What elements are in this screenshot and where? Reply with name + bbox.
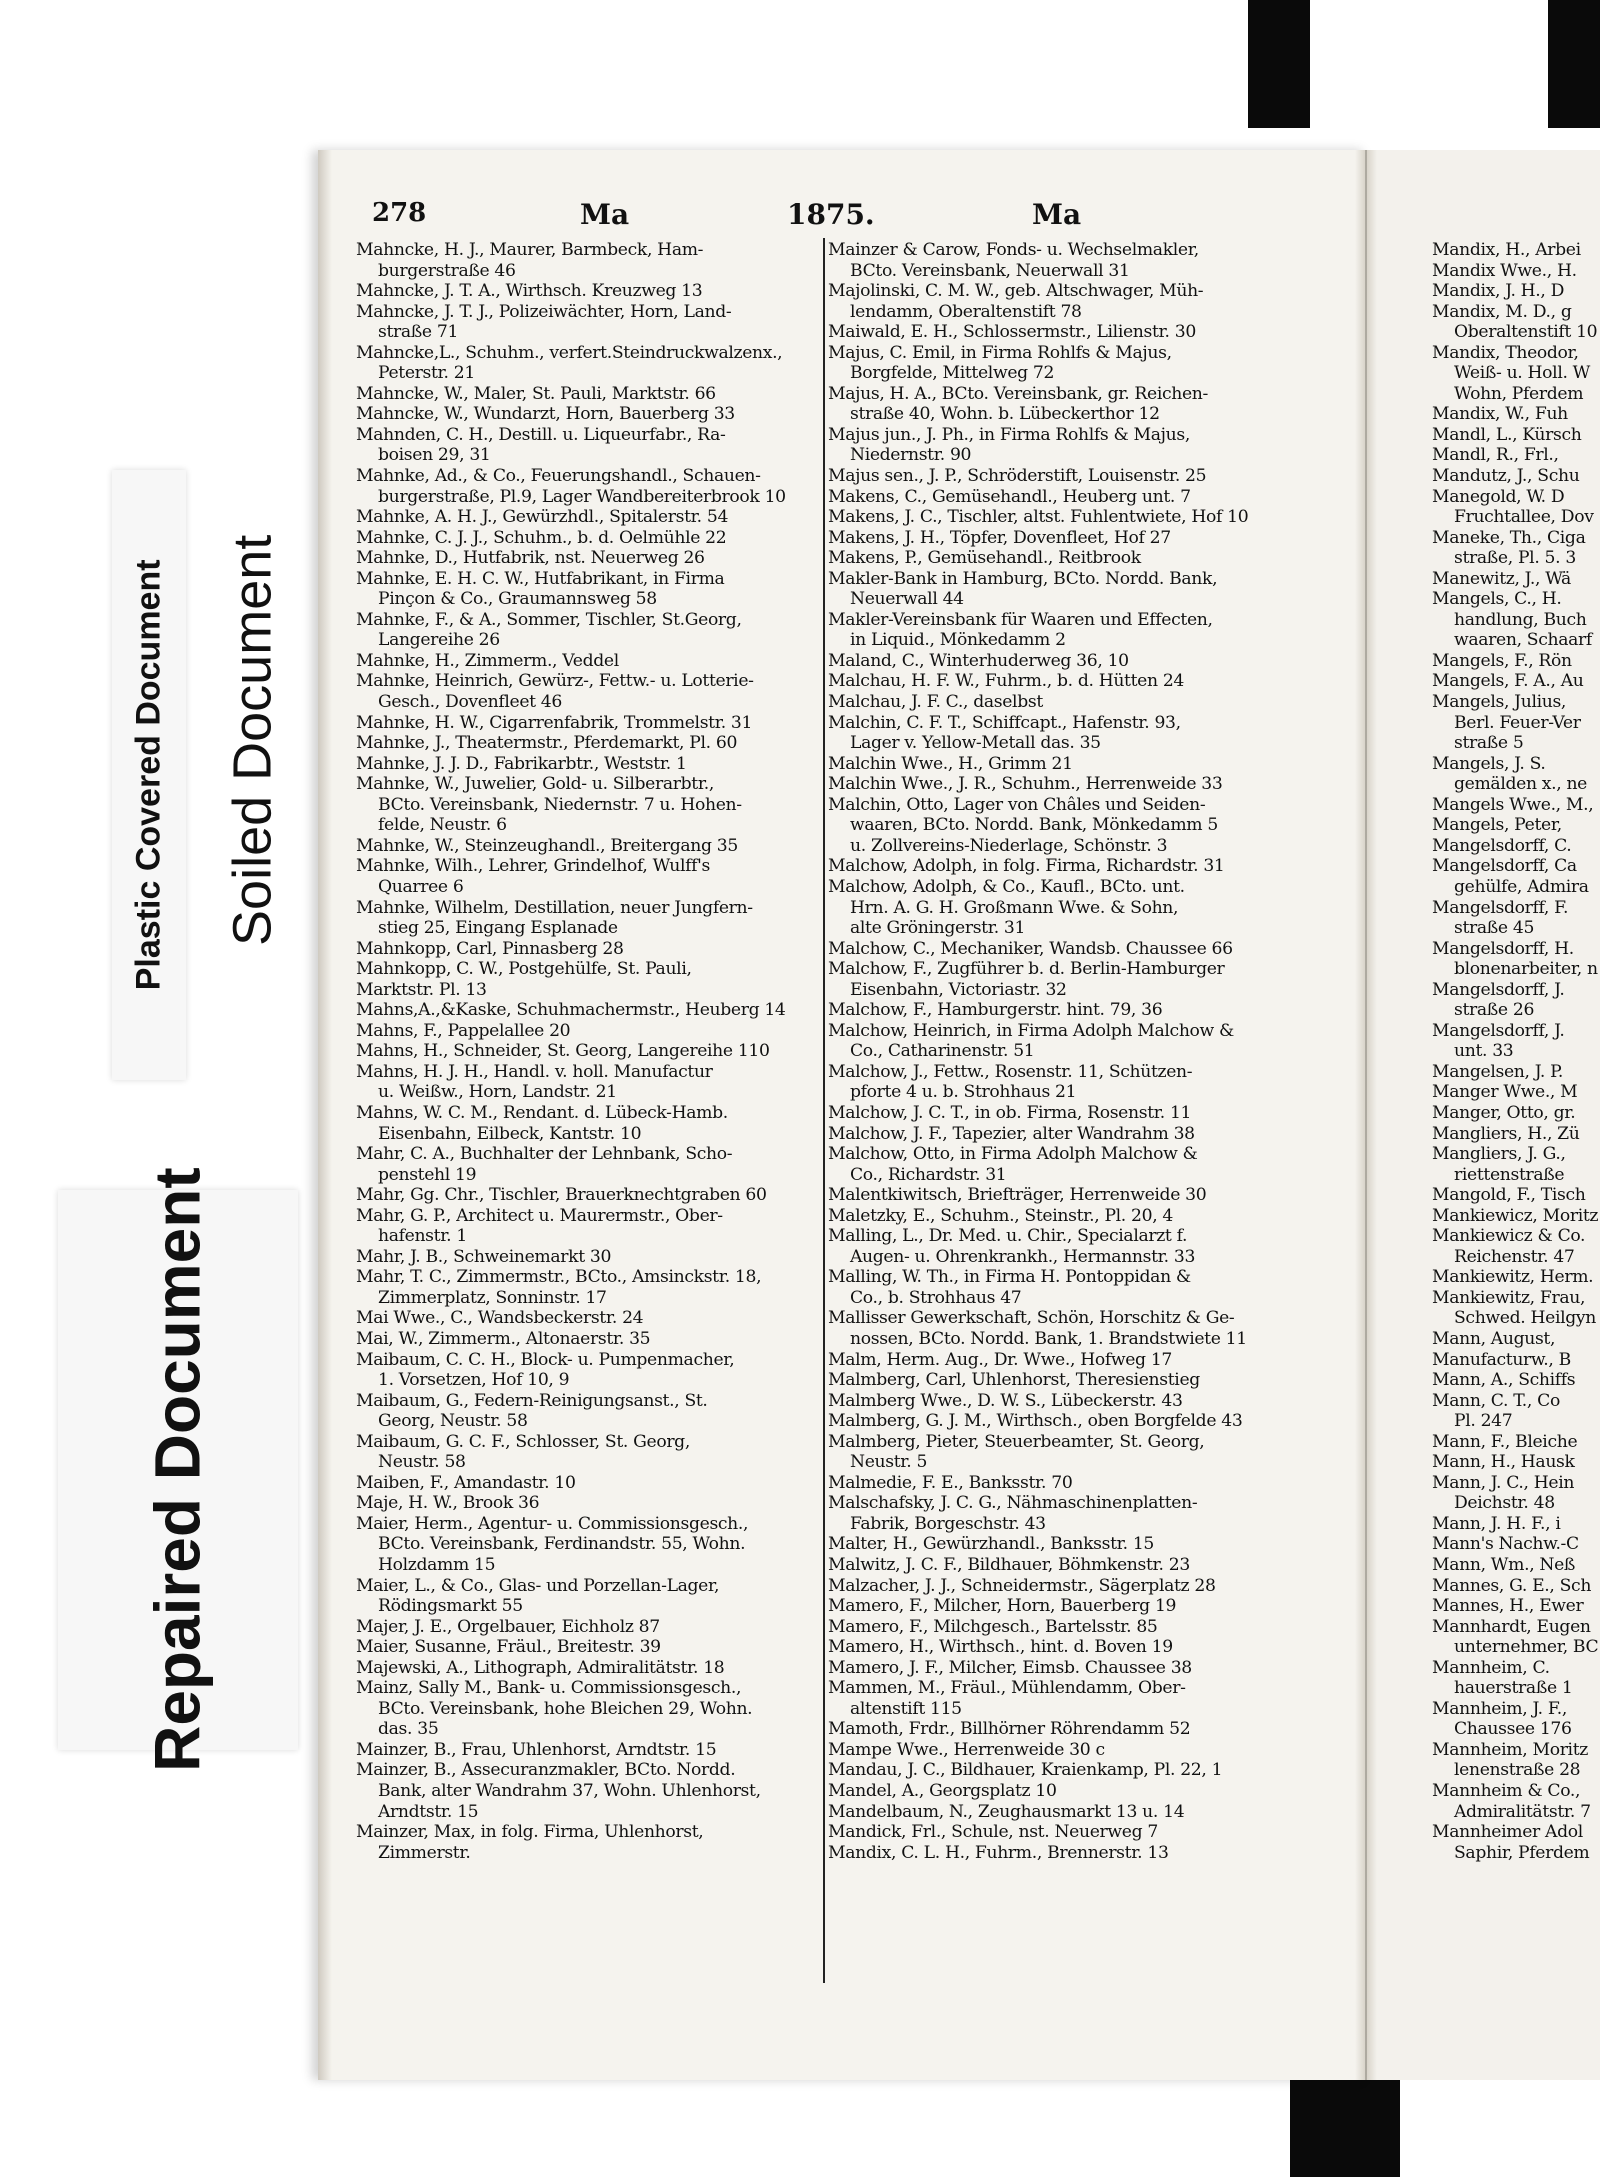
- directory-entry: Mannhardt, Eugen: [1432, 1616, 1591, 1637]
- directory-entry: Makens, C., Gemüsehandl., Heuberg unt. 7: [828, 486, 1191, 507]
- directory-entry-continuation: Borgfelde, Mittelweg 72: [850, 363, 1055, 384]
- directory-entry: Mahnke, W., Steinzeughandl., Breitergang 35: [356, 835, 738, 856]
- directory-entry-continuation: hauerstraße 1: [1454, 1678, 1573, 1699]
- directory-entry: Malmedie, F. E., Banksstr. 70: [828, 1472, 1073, 1493]
- directory-entry: Mangels, C., H.: [1432, 589, 1562, 610]
- directory-entry: Malwitz, J. C. F., Bildhauer, Böhmkenstr. 23: [828, 1555, 1190, 1575]
- directory-entry-continuation: waaren, Schaarf: [1454, 630, 1592, 651]
- directory-entry: Mann, H., Hausk: [1432, 1452, 1575, 1473]
- directory-entry: Mainzer, B., Frau, Uhlenhorst, Arndtstr. 15: [356, 1739, 717, 1760]
- directory-entry: Makens, J. C., Tischler, altst. Fuhlentwiete, Hof 10: [828, 507, 1249, 528]
- directory-entry: Makler-Vereinsbank für Waaren und Effecten,: [828, 609, 1213, 630]
- directory-entry-continuation: Wohn, Pferdem: [1454, 383, 1584, 404]
- directory-entry-continuation: BCto. Vereinsbank, Neuerwall 31: [850, 260, 1130, 281]
- directory-entry: Maibaum, C. C. H., Block- u. Pumpenmacher,: [356, 1349, 735, 1370]
- directory-entry-continuation: gemälden x., ne: [1454, 774, 1587, 795]
- directory-entry: Mahnke, Wilh., Lehrer, Grindelhof, Wulff's: [356, 856, 710, 877]
- directory-entry: Mai, W., Zimmerm., Altonaerstr. 35: [356, 1328, 651, 1349]
- directory-entry: Malchau, H. F. W., Fuhrm., b. d. Hütten 24: [828, 671, 1184, 692]
- directory-entry: Mangels Wwe., M.,: [1432, 794, 1594, 815]
- plastic-covered-label: [112, 470, 186, 1080]
- directory-entry-continuation: Pinçon & Co., Graumannsweg 58: [378, 589, 657, 610]
- directory-entry-continuation: felde, Neustr. 6: [378, 815, 507, 836]
- directory-entry-continuation: Admiralitätstr. 7: [1454, 1801, 1591, 1822]
- directory-entry: Mahnkopp, C. W., Postgehülfe, St. Pauli,: [356, 959, 692, 980]
- directory-entry: Mahnke, A. H. J., Gewürzhdl., Spitalerstr. 54: [356, 507, 729, 528]
- directory-entry: Mann, C. T., Co: [1432, 1390, 1560, 1411]
- directory-entry-continuation: Eisenbahn, Eilbeck, Kantstr. 10: [378, 1123, 642, 1144]
- directory-entry: Maje, H. W., Brook 36: [356, 1493, 540, 1514]
- directory-entry: Makler-Bank in Hamburg, BCto. Nordd. Bank,: [828, 568, 1218, 589]
- directory-entry-continuation: pforte 4 u. b. Strohhaus 21: [850, 1082, 1077, 1103]
- directory-entry: Mankiewitz, Herm.: [1432, 1267, 1594, 1288]
- directory-entry-continuation: Augen- u. Ohrenkrankh., Hermannstr. 33: [850, 1246, 1196, 1267]
- directory-entry: Mahnke, J., Theatermstr., Pferdemarkt, Pl. 60: [356, 733, 738, 754]
- directory-entry: Mahr, J. B., Schweinemarkt 30: [356, 1246, 612, 1267]
- directory-entry: Manger Wwe., M: [1432, 1082, 1578, 1103]
- directory-entry: Maland, C., Winterhuderweg 36, 10: [828, 650, 1129, 671]
- directory-entry: Maneke, Th., Ciga: [1432, 527, 1586, 548]
- directory-entry: Makens, J. H., Töpfer, Dovenfleet, Hof 27: [828, 527, 1171, 548]
- directory-entry: Mahnke, J. J. D., Fabrikarbtr., Weststr. 1: [356, 753, 687, 774]
- directory-entry: Mahncke, J. T. J., Polizeiwächter, Horn, Land-: [356, 301, 732, 322]
- directory-entry-continuation: Fabrik, Borgeschstr. 43: [850, 1513, 1046, 1534]
- directory-entry-continuation: Neuerwall 44: [850, 589, 964, 610]
- directory-entry: Mainzer & Carow, Fonds- u. Wechselmakler,: [828, 240, 1199, 260]
- directory-entry: Mahnke, C. J. J., Schuhm., b. d. Oelmühle 22: [356, 527, 727, 548]
- directory-entry-continuation: Zimmerstr.: [378, 1842, 471, 1863]
- directory-entry-continuation: Arndtstr. 15: [378, 1801, 479, 1822]
- directory-entry-continuation: u. Weißw., Horn, Landstr. 21: [378, 1082, 617, 1103]
- directory-entry-continuation: blonenarbeiter, n: [1454, 959, 1598, 980]
- directory-entry-continuation: riettenstraße: [1454, 1164, 1565, 1185]
- directory-entry-continuation: nossen, BCto. Nordd. Bank, 1. Brandstwiete 11: [850, 1328, 1247, 1349]
- directory-entry: Mandel, A., Georgsplatz 10: [828, 1781, 1057, 1802]
- soiled-text: Soiled Document: [222, 534, 283, 946]
- directory-entry: Mahns, H. J. H., Handl. v. holl. Manufactur: [356, 1061, 713, 1082]
- directory-entry: Malchow, F., Zugführer b. d. Berlin-Hamburger: [828, 959, 1225, 980]
- directory-entry: Mahnke, D., Hutfabrik, nst. Neuerweg 26: [356, 548, 705, 569]
- directory-entry: Mangold, F., Tisch: [1432, 1185, 1586, 1206]
- directory-entry: Mahncke, J. T. A., Wirthsch. Kreuzweg 13: [356, 281, 703, 302]
- directory-entry: Majus, H. A., BCto. Vereinsbank, gr. Reichen-: [828, 383, 1208, 404]
- directory-entry-continuation: altenstift 115: [850, 1698, 962, 1719]
- directory-entry: Maiwald, E. H., Schlossermstr., Lilienstr. 30: [828, 322, 1196, 343]
- directory-entry: Mammen, M., Fräul., Mühlendamm, Ober-: [828, 1678, 1186, 1699]
- directory-entry: Mangels, Julius,: [1432, 692, 1567, 713]
- directory-entry: Malchow, Adolph, & Co., Kaufl., BCto. unt.: [828, 876, 1185, 897]
- directory-entry: Manufacturw., B: [1432, 1349, 1571, 1370]
- directory-entry: Mann's Nachw.-C: [1432, 1534, 1579, 1555]
- directory-entry-continuation: penstehl 19: [378, 1164, 477, 1185]
- directory-entry: Mahns, F., Pappelallee 20: [356, 1020, 571, 1041]
- directory-entry-continuation: Zimmerplatz, Sonninstr. 17: [378, 1287, 607, 1308]
- directory-entry: Mandix, C. L. H., Fuhrm., Brennerstr. 13: [828, 1842, 1169, 1863]
- directory-entry: Mamero, F., Milchgesch., Bartelsstr. 85: [828, 1616, 1158, 1637]
- directory-entry-continuation: Schwed. Heilgyn: [1454, 1308, 1596, 1329]
- directory-entry: Mamero, J. F., Milcher, Eimsb. Chaussee 38: [828, 1657, 1192, 1678]
- directory-entry: Mahncke, W., Maler, St. Pauli, Marktstr. 66: [356, 383, 716, 404]
- scan-black-bar-top: [1248, 0, 1310, 128]
- directory-entry: Malchin, C. F. T., Schiffcapt., Hafenstr. 93,: [828, 712, 1181, 733]
- directory-entry: Maier, L., & Co., Glas- und Porzellan-Lager,: [356, 1575, 720, 1596]
- directory-entry: Mangelsdorff, F.: [1432, 897, 1569, 918]
- left-running-head: Ma: [580, 198, 630, 231]
- directory-entry: Mandix, J. H., D: [1432, 281, 1565, 302]
- directory-entry: Mandix, H., Arbei: [1432, 240, 1581, 260]
- directory-entry-continuation: stieg 25, Eingang Esplanade: [378, 918, 618, 939]
- directory-entry: Makens, P., Gemüsehandl., Reitbrook: [828, 548, 1141, 569]
- directory-entry: Mahnke, Ad., & Co., Feuerungshandl., Schauen-: [356, 466, 761, 487]
- directory-entry-continuation: Co., b. Strohhaus 47: [850, 1287, 1022, 1308]
- right-column: [1432, 240, 1600, 1863]
- plastic-covered-text: Plastic Covered Document: [129, 559, 168, 991]
- directory-entry: Maier, Susanne, Fräul., Breitestr. 39: [356, 1637, 661, 1658]
- directory-entry: Mann, J. C., Hein: [1432, 1472, 1575, 1493]
- directory-entry: Malchin Wwe., H., Grimm 21: [828, 753, 1073, 774]
- directory-entry: Mangels, Peter,: [1432, 815, 1562, 836]
- directory-entry: Mahr, T. C., Zimmermstr., BCto., Amsinckstr. 18,: [356, 1267, 762, 1288]
- directory-entry-continuation: Co., Richardstr. 31: [850, 1164, 1007, 1185]
- directory-entry: Mandix, W., Fuh: [1432, 404, 1568, 425]
- directory-entry: Mandau, J. C., Bildhauer, Kraienkamp, Pl. 22, 1: [828, 1760, 1223, 1781]
- directory-entry: Mann, J. H. F., i: [1432, 1513, 1561, 1534]
- directory-entry-continuation: handlung, Buch: [1454, 609, 1587, 630]
- directory-entry-continuation: Holzdamm 15: [378, 1555, 496, 1575]
- directory-entry: Mankiewicz, Moritz: [1432, 1205, 1599, 1226]
- directory-entry: Malentkiwitsch, Briefträger, Herrenweide 30: [828, 1185, 1207, 1206]
- directory-entry: Mangelsdorff, J.: [1432, 1020, 1565, 1041]
- directory-entry: Mandix Wwe., H.: [1432, 260, 1577, 281]
- directory-entry: Mahnke, F., & A., Sommer, Tischler, St.Georg,: [356, 609, 742, 630]
- directory-entry: Marktstr. Pl. 13: [356, 979, 487, 1000]
- directory-entry: Mainzer, Max, in folg. Firma, Uhlenhorst,: [356, 1822, 704, 1843]
- directory-entry-continuation: Gesch., Dovenfleet 46: [378, 692, 562, 713]
- directory-entry-continuation: Oberaltenstift 10: [1454, 322, 1598, 343]
- directory-entry: Mai Wwe., C., Wandsbeckerstr. 24: [356, 1308, 644, 1329]
- directory-entry: Malmberg Wwe., D. W. S., Lübeckerstr. 43: [828, 1390, 1183, 1411]
- directory-entry: Manewitz, J., Wä: [1432, 568, 1571, 589]
- directory-entry: Malchow, J. F., Tapezier, alter Wandrahm 38: [828, 1123, 1195, 1144]
- repaired-text: [141, 1167, 214, 1773]
- year-heading: 1875.: [787, 198, 875, 231]
- directory-entry: Mahr, G. P., Architect u. Maurermstr., Ober-: [356, 1205, 723, 1226]
- directory-entry: Mamero, H., Wirthsch., hint. d. Boven 19: [828, 1637, 1173, 1658]
- directory-entry: Mangelsdorff, H.: [1432, 938, 1574, 959]
- directory-entry: Mangels, J. S.: [1432, 753, 1546, 774]
- page-header: [372, 198, 1272, 238]
- directory-entry-continuation: burgerstraße, Pl.9, Lager Wandbereiterbrook 10: [378, 486, 786, 507]
- directory-entry-continuation: Reichenstr. 47: [1454, 1246, 1575, 1267]
- directory-entry-continuation: straße 26: [1454, 1000, 1535, 1021]
- directory-entry-continuation: Bank, alter Wandrahm 37, Wohn. Uhlenhorst,: [378, 1781, 761, 1802]
- directory-entry: Mandix, M. D., g: [1432, 301, 1572, 322]
- directory-entry: Manger, Otto, gr.: [1432, 1102, 1576, 1123]
- directory-entry: Mangels, F. A., Au: [1432, 671, 1584, 692]
- repaired-label: [58, 1167, 298, 1773]
- directory-entry-continuation: das. 35: [378, 1719, 439, 1740]
- directory-entry: Mainz, Sally M., Bank- u. Commissionsgesch.,: [356, 1678, 742, 1699]
- directory-entry: Mahnke, Heinrich, Gewürz-, Fettw.- u. Lotterie-: [356, 671, 754, 692]
- directory-entry: Mangliers, H., Zü: [1432, 1123, 1580, 1144]
- directory-entry-continuation: Weiß- u. Holl. W: [1454, 363, 1591, 384]
- directory-entry-continuation: BCto. Vereinsbank, Ferdinandstr. 55, Wohn.: [378, 1534, 746, 1555]
- directory-entry: Mahns, H., Schneider, St. Georg, Langereihe 110: [356, 1041, 770, 1062]
- directory-entry: Mamoth, Frdr., Billhörner Röhrendamm 52: [828, 1719, 1191, 1740]
- directory-entry: Malchow, Adolph, in folg. Firma, Richardstr. 31: [828, 856, 1225, 877]
- directory-entry: Mangels, F., Rön: [1432, 650, 1572, 671]
- directory-entry: Mankiewicz & Co.: [1432, 1226, 1586, 1247]
- directory-entry: Majus sen., J. P., Schröderstift, Louisenstr. 25: [828, 466, 1207, 487]
- left-page-edge: [318, 150, 332, 2080]
- middle-column: [828, 240, 1290, 1863]
- directory-entry-continuation: u. Zollvereins-Niederlage, Schönstr. 3: [850, 835, 1168, 856]
- directory-entry-continuation: in Liquid., Mönkedamm 2: [850, 630, 1066, 651]
- directory-entry: Majolinski, C. M. W., geb. Altschwager, Müh-: [828, 281, 1204, 302]
- directory-entry-continuation: lendamm, Oberaltenstift 78: [850, 301, 1082, 322]
- directory-entry: Mandl, L., Kürsch: [1432, 424, 1582, 445]
- directory-entry: Mampe Wwe., Herrenweide 30 c: [828, 1739, 1105, 1760]
- directory-entry-continuation: straße 5: [1454, 733, 1524, 754]
- directory-entry: Malchow, C., Mechaniker, Wandsb. Chaussee 66: [828, 938, 1233, 959]
- directory-entry: Malm, Herm. Aug., Dr. Wwe., Hofweg 17: [828, 1349, 1172, 1370]
- directory-entry: Mandl, R., Frl.,: [1432, 445, 1559, 466]
- directory-entry: Malzacher, J. J., Schneidermstr., Sägerplatz 28: [828, 1575, 1216, 1596]
- directory-entry: Mahnke, E. H. C. W., Hutfabrikant, in Firma: [356, 568, 725, 589]
- directory-entry-continuation: straße 45: [1454, 918, 1535, 939]
- directory-entry: Mahr, C. A., Buchhalter der Lehnbank, Scho-: [356, 1144, 733, 1165]
- directory-entry-continuation: Fruchtallee, Dov: [1454, 507, 1594, 528]
- directory-entry-continuation: waaren, BCto. Nordd. Bank, Mönkedamm 5: [850, 815, 1218, 836]
- directory-entry-continuation: Rödingsmarkt 55: [378, 1596, 523, 1617]
- directory-entry: Mannheim, C.: [1432, 1657, 1550, 1678]
- directory-entry-continuation: Peterstr. 21: [378, 363, 475, 384]
- directory-entry: Malschafsky, J. C. G., Nähmaschinenplatten-: [828, 1493, 1198, 1514]
- directory-entry: Mangelsdorff, Ca: [1432, 856, 1577, 877]
- directory-entry: Mangelsen, J. P.: [1432, 1061, 1563, 1082]
- directory-entry: Malmberg, G. J. M., Wirthsch., oben Borgfelde 43: [828, 1411, 1243, 1432]
- directory-entry: Mahnke, W., Juwelier, Gold- u. Silberarbtr.,: [356, 774, 715, 795]
- directory-entry: Mahns, W. C. M., Rendant. d. Lübeck-Hamb.: [356, 1102, 728, 1123]
- directory-entry-continuation: Chaussee 176: [1454, 1719, 1572, 1740]
- column-divider: [823, 238, 825, 1983]
- directory-entry: Malter, H., Gewürzhandl., Banksstr. 15: [828, 1534, 1155, 1555]
- directory-entry: Manegold, W. D: [1432, 486, 1565, 507]
- directory-entry: Maletzky, E., Schuhm., Steinstr., Pl. 20, 4: [828, 1205, 1174, 1226]
- directory-entry: Mann, Wm., Neß: [1432, 1555, 1576, 1575]
- directory-entry: Mannheim & Co.,: [1432, 1781, 1581, 1802]
- right-running-head: Ma: [1032, 198, 1082, 231]
- directory-entry: Maibaum, G., Federn-Reinigungsanst., St.: [356, 1390, 708, 1411]
- directory-entry-continuation: Quarree 6: [378, 876, 464, 897]
- directory-entry: Mankiewitz, Frau,: [1432, 1287, 1586, 1308]
- directory-entry: Mandelbaum, N., Zeughausmarkt 13 u. 14: [828, 1801, 1185, 1822]
- directory-entry: Malling, W. Th., in Firma H. Pontoppidan &: [828, 1267, 1191, 1288]
- directory-entry: Malchow, J. C. T., in ob. Firma, Rosenstr. 11: [828, 1102, 1192, 1123]
- directory-entry-continuation: straße 71: [378, 322, 459, 343]
- directory-entry: Mannheim, J. F.,: [1432, 1698, 1568, 1719]
- directory-entry: Mandutz, J., Schu: [1432, 466, 1580, 487]
- directory-entry: Malchow, F., Hamburgerstr. hint. 79, 36: [828, 1000, 1163, 1021]
- soiled-label: [208, 430, 298, 1050]
- directory-entry-continuation: alte Gröningerstr. 31: [850, 918, 1026, 939]
- directory-entry: Mangelsdorff, J.: [1432, 979, 1565, 1000]
- directory-entry: Mangelsdorff, C.: [1432, 835, 1572, 856]
- directory-entry: Malchow, Heinrich, in Firma Adolph Malchow &: [828, 1020, 1234, 1041]
- directory-entry-continuation: straße, Pl. 5. 3: [1454, 548, 1576, 569]
- directory-entry: Majer, J. E., Orgelbauer, Eichholz 87: [356, 1616, 660, 1637]
- directory-entry: Mamero, F., Milcher, Horn, Bauerberg 19: [828, 1596, 1177, 1617]
- directory-entry-continuation: unt. 33: [1454, 1041, 1514, 1062]
- directory-entry: Mannes, G. E., Sch: [1432, 1575, 1592, 1596]
- directory-entry-continuation: BCto. Vereinsbank, hohe Bleichen 29, Wohn.: [378, 1698, 753, 1719]
- directory-entry-continuation: Saphir, Pferdem: [1454, 1842, 1590, 1863]
- directory-entry: Majewski, A., Lithograph, Admiralitätstr. 18: [356, 1657, 725, 1678]
- directory-entry: Mahnke, Wilhelm, Destillation, neuer Jungfern-: [356, 897, 753, 918]
- book-gutter: [1355, 150, 1377, 2080]
- directory-entry: Mannheim, Moritz: [1432, 1739, 1588, 1760]
- directory-entry-continuation: Langereihe 26: [378, 630, 500, 651]
- directory-entry-continuation: Pl. 247: [1454, 1411, 1513, 1432]
- directory-entry-continuation: 1. Vorsetzen, Hof 10, 9: [378, 1370, 570, 1391]
- directory-entry-continuation: Neustr. 5: [850, 1452, 928, 1473]
- directory-entry-continuation: Berl. Feuer-Ver: [1454, 712, 1581, 733]
- directory-entry: Maibaum, G. C. F., Schlosser, St. Georg,: [356, 1431, 690, 1452]
- directory-entry: Mann, F., Bleiche: [1432, 1431, 1578, 1452]
- directory-entry: Mahnke, H. W., Cigarrenfabrik, Trommelstr. 31: [356, 712, 753, 733]
- directory-entry: Malling, L., Dr. Med. u. Chir., Specialarzt f.: [828, 1226, 1188, 1247]
- directory-entry: Malmberg, Carl, Uhlenhorst, Theresienstieg: [828, 1370, 1200, 1391]
- scan-black-bar-side: [1548, 0, 1600, 128]
- directory-entry: Mallisser Gewerkschaft, Schön, Horschitz & Ge-: [828, 1308, 1235, 1329]
- directory-entry-continuation: unternehmer, BC: [1454, 1637, 1599, 1658]
- directory-entry-continuation: Deichstr. 48: [1454, 1493, 1555, 1514]
- directory-entry-continuation: Georg, Neustr. 58: [378, 1411, 528, 1432]
- directory-entry: Malchin Wwe., J. R., Schuhm., Herrenweide 33: [828, 774, 1223, 795]
- scan-black-bar-bottom: [1290, 2072, 1400, 2177]
- directory-entry-continuation: boisen 29, 31: [378, 445, 491, 466]
- directory-entry: Mahnke, H., Zimmerm., Veddel: [356, 650, 619, 671]
- directory-entry: Mangliers, J. G.,: [1432, 1144, 1566, 1165]
- directory-entry: Mannheimer Adol: [1432, 1822, 1583, 1843]
- directory-entry: Malchin, Otto, Lager von Châles und Seiden-: [828, 794, 1206, 815]
- directory-entry: Mahns,A.,&Kaske, Schuhmachermstr., Heuberg 14: [356, 1000, 786, 1021]
- directory-entry: Mandix, Theodor,: [1432, 342, 1579, 363]
- directory-entry-continuation: hafenstr. 1: [378, 1226, 467, 1247]
- directory-entry: Malchow, Otto, in Firma Adolph Malchow &: [828, 1144, 1198, 1165]
- directory-entry: Malmberg, Pieter, Steuerbeamter, St. Georg,: [828, 1431, 1205, 1452]
- directory-entry: Mahr, Gg. Chr., Tischler, Brauerknechtgraben 60: [356, 1185, 767, 1206]
- directory-entry: Mahncke, H. J., Maurer, Barmbeck, Ham-: [356, 240, 704, 260]
- directory-entry: Mainzer, B., Assecuranzmakler, BCto. Nordd.: [356, 1760, 736, 1781]
- repaired-text-value: Repaired Document: [141, 1167, 214, 1773]
- directory-entry: Mahnkopp, Carl, Pinnasberg 28: [356, 938, 624, 959]
- directory-entry: Malchow, J., Fettw., Rosenstr. 11, Schützen-: [828, 1061, 1193, 1082]
- directory-entry: Majus jun., J. Ph., in Firma Rohlfs & Majus,: [828, 424, 1190, 445]
- directory-entry: Mahncke,L., Schuhm., verfert.Steindruckwalzenx.,: [356, 342, 783, 363]
- directory-entry-continuation: lenenstraße 28: [1454, 1760, 1581, 1781]
- directory-entry-continuation: burgerstraße 46: [378, 260, 516, 281]
- directory-entry-continuation: BCto. Vereinsbank, Niedernstr. 7 u. Hohen-: [378, 794, 742, 815]
- directory-entry: Mahnden, C. H., Destill. u. Liqueurfabr., Ra-: [356, 424, 726, 445]
- directory-entry-continuation: Neustr. 58: [378, 1452, 466, 1473]
- directory-entry: Mandick, Frl., Schule, nst. Neuerweg 7: [828, 1822, 1158, 1843]
- directory-entry-continuation: Niedernstr. 90: [850, 445, 972, 466]
- directory-entry: Mann, August,: [1432, 1328, 1556, 1349]
- directory-entry: Mahncke, W., Wundarzt, Horn, Bauerberg 33: [356, 404, 735, 425]
- directory-entry: Malchau, J. F. C., daselbst: [828, 692, 1043, 713]
- directory-entry-continuation: Lager v. Yellow-Metall das. 35: [850, 733, 1101, 754]
- left-column: [356, 240, 822, 1863]
- directory-entry: Maier, Herm., Agentur- u. Commissionsgesch.,: [356, 1513, 749, 1534]
- directory-entry: Mannes, H., Ewer: [1432, 1596, 1584, 1617]
- directory-entry-continuation: gehülfe, Admira: [1454, 876, 1589, 897]
- directory-entry-continuation: straße 40, Wohn. b. Lübeckerthor 12: [850, 404, 1160, 425]
- directory-entry: Majus, C. Emil, in Firma Rohlfs & Majus,: [828, 342, 1172, 363]
- directory-entry-continuation: Hrn. A. G. H. Großmann Wwe. & Sohn,: [850, 897, 1179, 918]
- directory-entry-continuation: Eisenbahn, Victoriastr. 32: [850, 979, 1067, 1000]
- page-number: 278: [372, 198, 427, 228]
- directory-entry: Maiben, F., Amandastr. 10: [356, 1472, 576, 1493]
- directory-entry: Mann, A., Schiffs: [1432, 1370, 1576, 1391]
- directory-entry-continuation: Co., Catharinenstr. 51: [850, 1041, 1035, 1062]
